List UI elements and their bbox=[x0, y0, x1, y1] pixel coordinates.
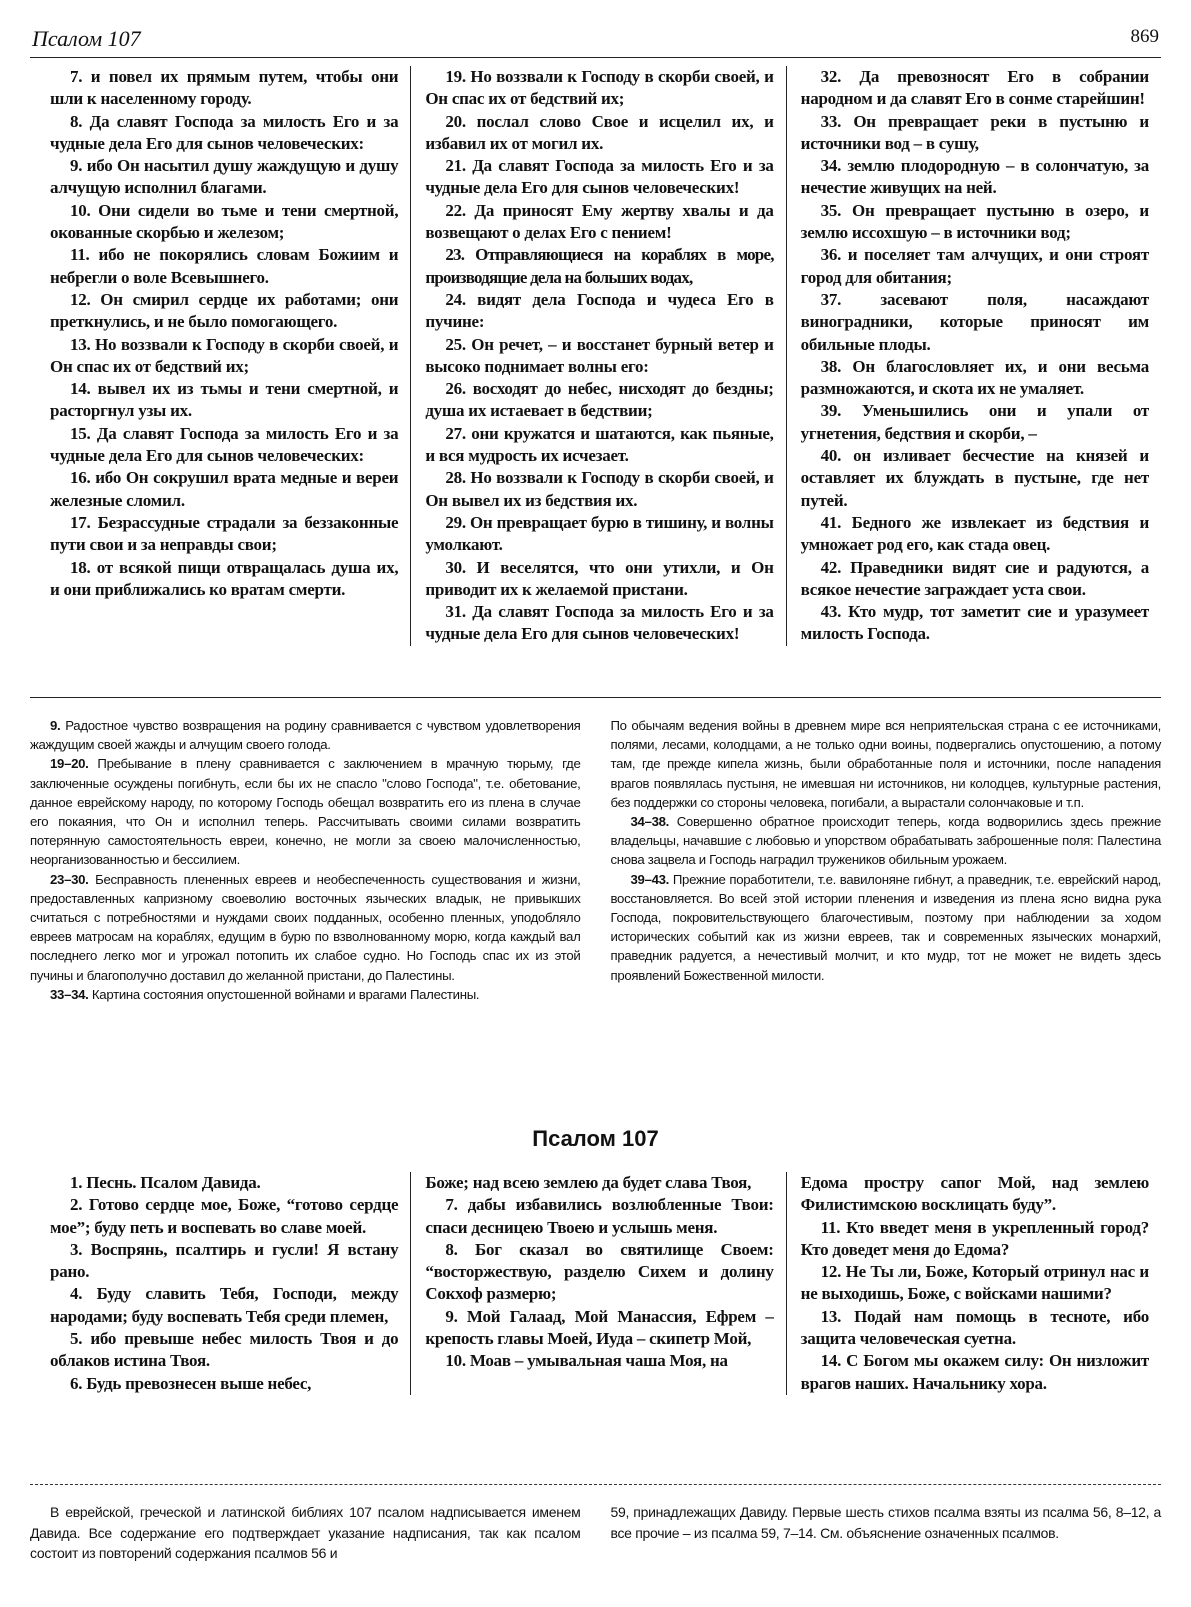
verse: 13. Подай нам помощь в тесноте, ибо защита человеческая суетна. bbox=[800, 1306, 1149, 1349]
verse: 41. Бедного же извлекает из бедствия и умножает род его, как стада овец. bbox=[800, 512, 1149, 555]
notes-column-right bbox=[611, 716, 1162, 1004]
note-text: Пребывание в плену сравнивается с заключением в мрачную тюрьму, где заключенные осуждены погибнуть, если бы их не спасло "слово Господа", т.е. обетование, данное еврейскому народу, по которому Господь обещал возвратить его из плена в случае его покаяния, что Он и исполнил теперь. Рассчитывать своими силами возвратить потерянную самостоятельность евреи, конечно, не могли за своею малочисленностью, неорганизованностью и бессилием. bbox=[30, 756, 581, 868]
verse: 6. Будь превознесен выше небес, bbox=[70, 1373, 312, 1393]
psalm-introduction bbox=[30, 1502, 1161, 1564]
commentary-notes bbox=[30, 716, 1161, 1004]
note-text: По обычаям ведения войны в древнем мире вся неприятельская страна с ее источниками, полями, лесами, колодцами, а не только одни воины, подвергались опустошению, а потому там, где прежде кипела жизнь, были обработанные поля и источники, после нападения врагов появлялась пустыня, не имевшая ни источников, ни колодцев, культурные растения, без поддержки со стороны человека, погибали, а вырастали солончаковые и т.п. bbox=[610, 718, 1161, 810]
verse: 8. Бог сказал во святилище Своем: “восторжествую, разделю Сихем и долину Сокхоф размерю; bbox=[425, 1239, 774, 1304]
page-header bbox=[30, 22, 1161, 58]
verse: 16. ибо Он сокрушил врата медные и вереи железные сломил. bbox=[50, 468, 399, 510]
note-text: Совершенно обратное происходит теперь, когда водворились здесь прежние владельцы, начавшие с любовью и упорством обрабатывать заброшенные поля: Палестина снова зацвела и Господь наградил тружеников обильным урожаем. bbox=[610, 814, 1161, 868]
intro-column-left bbox=[30, 1502, 581, 1564]
note-ref: 39–43. bbox=[630, 871, 670, 887]
note bbox=[30, 716, 581, 754]
note-ref: 33–34. bbox=[50, 986, 89, 1002]
verse: 9. ибо Он насытил душу жаждущую и душу алчущую исполнил благами. bbox=[50, 156, 399, 198]
verse: 15. Да славят Господа за милость Его и за чудные дела Его для сынов человеческих: bbox=[50, 423, 399, 466]
note bbox=[611, 812, 1162, 870]
verse-column-2 bbox=[410, 66, 785, 646]
verse: 30. И веселятся, что они утихли, и Он приводит их к желаемой пристани. bbox=[425, 557, 774, 599]
note bbox=[30, 870, 581, 985]
verse: 17. Безрассудные страдали за беззаконные пути свои и за неправды свои; bbox=[50, 512, 399, 555]
section-divider bbox=[30, 1484, 1161, 1485]
verse: 4. Буду славить Тебя, Господи, между народами; буду воспевать Тебя среди племен, bbox=[50, 1284, 399, 1326]
verse: 29. Он превращает бурю в тишину, и волны умолкают. bbox=[425, 512, 774, 555]
verse: 26. восходят до небес, нисходят до бездны; душа их истаевает в бедствии; bbox=[425, 379, 774, 421]
verse: 11. Кто введет меня в укрепленный город? Кто доведет меня до Едома? bbox=[800, 1217, 1149, 1259]
running-title: Псалом 107 bbox=[32, 26, 141, 51]
verse: 36. и поселяет там алчущих, и они строят город для обитания; bbox=[800, 245, 1149, 287]
intro-column-right bbox=[611, 1502, 1162, 1564]
top-verse-columns bbox=[30, 66, 1161, 646]
verse-column-3 bbox=[786, 1172, 1161, 1395]
bottom-verse-columns bbox=[30, 1172, 1161, 1395]
verse: 33. Он превращает реки в пустыню и источники вод – в сушу, bbox=[800, 111, 1149, 153]
verse: 24. видят дела Господа и чудеса Его в пучине: bbox=[425, 289, 774, 332]
verse: 35. Он превращает пустыню в озеро, и землю иссохшую – в источники вод; bbox=[800, 200, 1149, 243]
verse: 8. Да славят Господа за милость Его и за чудные дела Его для сынов человеческих: bbox=[50, 111, 399, 153]
verse: 37. засевают поля, насаждают виноградники, которые приносят им обильные плоды. bbox=[800, 289, 1149, 354]
verse: 1. Песнь. Псалом Давида. bbox=[70, 1173, 261, 1192]
verse: Боже; над всею землею да будет слава Твоя, bbox=[425, 1173, 752, 1192]
verse: 22. Да приносят Ему жертву хвалы и да возвещают о делах Его с пением! bbox=[425, 200, 774, 243]
note-text: Картина состояния опустошенной войнами и врагами Палестины. bbox=[91, 986, 480, 1002]
verse: 21. Да славят Господа за милость Его и за чудные дела Его для сынов человеческих! bbox=[425, 156, 774, 198]
verse: 42. Праведники видят сие и радуются, а всякое нечестие заграждает уста свои. bbox=[800, 557, 1149, 599]
section-divider bbox=[30, 697, 1161, 698]
verse: 5. ибо превыше небес милость Твоя и до облаков истина Твоя. bbox=[50, 1329, 399, 1371]
verse: 32. Да превозносят Его в собрании народном и да славят Его в сонме старейшин! bbox=[800, 67, 1149, 109]
verse-column-1 bbox=[30, 66, 410, 646]
page-number: 869 bbox=[1130, 26, 1159, 47]
verse: 43. Кто мудр, тот заметит сие и уразумеет милость Господа. bbox=[800, 602, 1149, 644]
verse: 10. Они сидели во тьме и тени смертной, окованные скорбью и железом; bbox=[50, 200, 399, 243]
verse: 18. от всякой пищи отвращалась душа их, и они приближались ко вратам смерти. bbox=[50, 557, 399, 599]
verse: 11. ибо не покорялись словам Божиим и небрегли о воле Всевышнего. bbox=[50, 245, 399, 287]
verse: 12. Он смирил сердце их работами; они преткнулись, и не было помогающего. bbox=[50, 289, 399, 332]
verse: Едома простру сапог Мой, над землею Филистимскою восклицать буду”. bbox=[800, 1173, 1149, 1215]
verse: 23. Отправляющиеся на кораблях в море, производящие дела на больших водах, bbox=[425, 245, 774, 287]
note bbox=[611, 870, 1162, 985]
verse: 14. вывел их из тьмы и тени смертной, и расторгнул узы их. bbox=[50, 379, 399, 421]
note-text: Бесправность плененных евреев и необеспеченность существования и жизни, предоставленных капризному своеволию восточных языческих владык, не привыкших считаться с потребностями и нуждами своих подданных, особенно пленных, уподобляло евреев матросам на кораблях, едущим в бурю по взволнованному морю, когда каждый вал последнего легко мог и угрожал потопить их слабое судно. Но Господь спас их из этой пучины и благополучно доставил до желанной пристани, до Палестины. bbox=[30, 871, 581, 983]
verse: 9. Мой Галаад, Мой Манассия, Ефрем – крепость главы Моей, Иуда – скипетр Мой, bbox=[425, 1306, 774, 1349]
verse: 19. Но воззвали к Господу в скорби своей, и Он спас их от бедствий их; bbox=[425, 67, 774, 109]
verse: 28. Но воззвали к Господу в скорби своей, и Он вывел их из бедствия их. bbox=[425, 468, 774, 510]
verse: 10. Моав – умывальная чаша Моя, на bbox=[445, 1351, 728, 1371]
psalm-heading: Псалом 107 bbox=[532, 1126, 659, 1151]
verse: 13. Но воззвали к Господу в скорби своей, и Он спас их от бедствий их; bbox=[50, 334, 399, 376]
verse: 3. Воспрянь, псалтирь и гусли! Я встану рано. bbox=[50, 1239, 399, 1282]
intro-text: 59, принадлежащих Давиду. Первые шесть стихов псалма взяты из псалма 56, 8–12, а все прочие – из псалма 59, 7–14. См. объяснение означенных псалмов. bbox=[610, 1504, 1161, 1541]
verse: 38. Он благословляет их, и они весьма размножаются, и скота их не умаляет. bbox=[800, 356, 1149, 399]
note bbox=[611, 716, 1162, 812]
verse: 14. С Богом мы окажем силу: Он низложит врагов наших. Начальнику хора. bbox=[800, 1351, 1149, 1393]
verse: 34. землю плодородную – в солончатую, за нечестие живущих на ней. bbox=[800, 156, 1149, 198]
verse: 12. Не Ты ли, Боже, Который отринул нас и не выходишь, Боже, с войсками нашими? bbox=[800, 1262, 1149, 1304]
verse: 2. Готово сердце мое, Боже, “готово сердце мое”; буду петь и воспевать во славе моей. bbox=[50, 1195, 399, 1237]
note-ref: 9. bbox=[50, 718, 61, 733]
note-ref: 34–38. bbox=[630, 814, 670, 830]
intro-text: В еврейской, греческой и латинской библиях 107 псалом надписывается именем Давида. Все содержание его подтверждает указание надписания, так как псалом состоит из повторений содержания псалмов 56 и bbox=[30, 1504, 581, 1561]
verse: 27. они кружатся и шатаются, как пьяные, и вся мудрость их исчезает. bbox=[425, 423, 774, 466]
note-text: Радостное чувство возвращения на родину сравнивается с чувством удовлетворения жаждущим своей жажды и алчущим своего голода. bbox=[30, 718, 581, 753]
notes-column-left bbox=[30, 716, 581, 1004]
verse-column-1 bbox=[30, 1172, 410, 1395]
verse: 39. Уменьшились они и упали от угнетения, бедствия и скорби, – bbox=[800, 401, 1149, 443]
note-ref: 23–30. bbox=[50, 871, 89, 887]
note bbox=[30, 985, 581, 1004]
verse: 7. дабы избавились возлюбленные Твои: спаси десницею Твоею и услышь меня. bbox=[425, 1195, 774, 1237]
note-ref: 19–20. bbox=[50, 756, 89, 772]
verse-column-2 bbox=[410, 1172, 785, 1395]
verse: 40. он изливает бесчестие на князей и оставляет их блуждать в пустыне, где нет путей. bbox=[800, 446, 1149, 510]
verse: 25. Он речет, – и восстанет бурный ветер и высоко поднимает волны его: bbox=[425, 334, 774, 376]
verse: 20. послал слово Свое и исцелил их, и избавил их от могил их. bbox=[425, 111, 774, 153]
verse-column-3 bbox=[786, 66, 1161, 646]
note bbox=[30, 754, 581, 869]
note-text: Прежние поработители, т.е. вавилоняне гибнут, а праведник, т.е. еврейский народ, восстановляется. Во всей этой истории пленения и изведения из плена ясно видна рука Господа, покровительствующего благочестивым, поэтому при наблюдении за ходом исторических событий как из жизни евреев, так и современных языческих монархий, праведник радуется, а нечестивый молчит, и кто мудр, тот не может не видеть здесь проявлений Божественной милости. bbox=[610, 871, 1161, 983]
verse: 7. и повел их прямым путем, чтобы они шли к населенному городу. bbox=[50, 67, 399, 109]
verse: 31. Да славят Господа за милость Его и за чудные дела Его для сынов человеческих! bbox=[425, 602, 774, 644]
